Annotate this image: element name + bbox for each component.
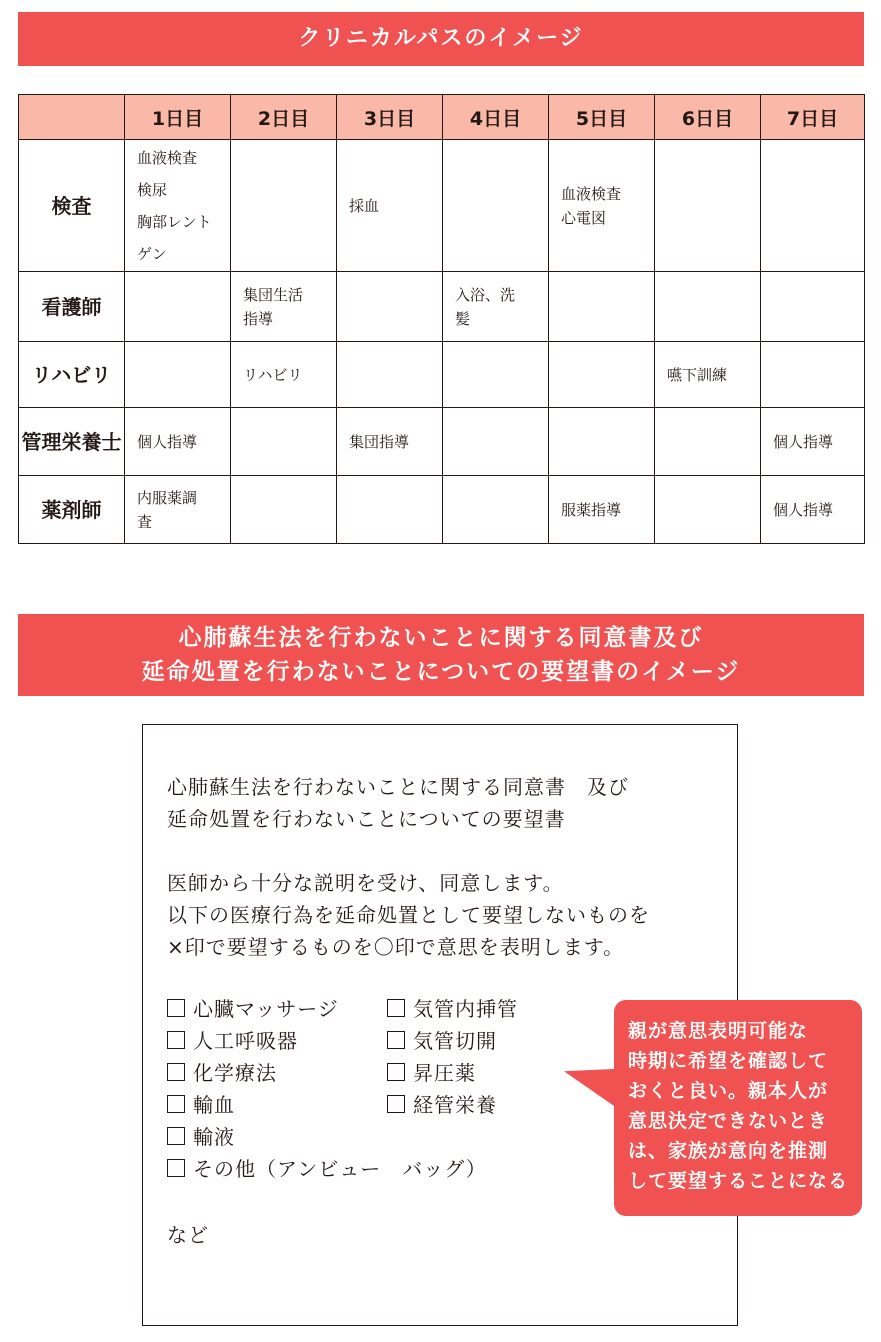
day-header: 5日目 <box>549 95 655 140</box>
schedule-cell <box>125 140 231 272</box>
callout-bubble <box>614 1000 862 1216</box>
schedule-cell <box>337 140 443 272</box>
schedule-cell <box>443 272 549 342</box>
treatment-option[interactable] <box>167 993 339 1025</box>
schedule-cell <box>337 272 443 342</box>
row-label-line: 管理 <box>21 429 62 454</box>
schedule-text: 指導 <box>243 309 274 328</box>
row-label <box>19 140 125 272</box>
schedule-text: 集団指導 <box>349 432 410 451</box>
document-closing: など <box>167 1223 209 1247</box>
schedule-cell <box>337 342 443 408</box>
checkbox[interactable] <box>167 999 185 1017</box>
schedule-text: 血液検査 <box>561 184 622 203</box>
schedule-cell <box>549 342 655 408</box>
schedule-cell <box>337 476 443 544</box>
checkbox[interactable] <box>387 1031 405 1049</box>
option-label: 気管内挿管 <box>413 997 518 1021</box>
schedule-cell <box>231 140 337 272</box>
schedule-cell <box>443 342 549 408</box>
schedule-text: 胸部レント <box>137 212 212 231</box>
row-label-line: 検査 <box>51 193 92 218</box>
schedule-cell <box>125 476 231 544</box>
schedule-cell <box>549 476 655 544</box>
row-label <box>19 408 125 476</box>
schedule-cell <box>231 342 337 408</box>
treatment-option[interactable] <box>167 1057 277 1089</box>
document-title-line: 心肺蘇生法を行わないことに関する同意書 及び <box>167 775 629 799</box>
consent-banner-line: 延命処置を行わないことについての要望書のイメージ <box>141 659 741 685</box>
schedule-cell <box>761 140 865 272</box>
treatment-option[interactable] <box>387 1089 497 1121</box>
schedule-cell <box>761 272 865 342</box>
row-label <box>19 342 125 408</box>
schedule-text: 内服薬調 <box>137 488 198 507</box>
schedule-cell <box>231 476 337 544</box>
schedule-cell <box>549 140 655 272</box>
treatment-option[interactable] <box>387 993 518 1025</box>
document-title-line: 延命処置を行わないことについての要望書 <box>167 807 566 831</box>
row-label-line: リハビリ <box>31 362 112 387</box>
callout-line: して要望することになる <box>628 1170 849 1192</box>
row-label-line: 看護師 <box>41 294 102 319</box>
schedule-cell <box>761 342 865 408</box>
option-label: 輸液 <box>193 1125 235 1149</box>
checkbox[interactable] <box>167 1095 185 1113</box>
option-label: その他（アンビュー バッグ） <box>193 1157 487 1181</box>
schedule-cell <box>761 476 865 544</box>
checkbox[interactable] <box>387 1063 405 1081</box>
schedule-text: 入浴、洗 <box>455 285 516 304</box>
schedule-cell <box>443 408 549 476</box>
row-label <box>19 476 125 544</box>
intro-line: 以下の医療行為を延命処置として要望しないものを <box>167 903 650 927</box>
checkbox[interactable] <box>167 1159 185 1177</box>
document-intro <box>167 867 650 963</box>
schedule-text: 血液検査 <box>137 148 198 167</box>
checkbox[interactable] <box>167 1063 185 1081</box>
row-label-line: 栄養士 <box>61 429 122 454</box>
day-header: 2日目 <box>231 95 337 140</box>
callout-line: おくと良い。親本人が <box>628 1080 829 1102</box>
schedule-cell <box>655 408 761 476</box>
consent-banner-line: 心肺蘇生法を行わないことに関する同意書及び <box>178 625 704 651</box>
table-row <box>19 140 865 272</box>
callout-line: 時期に希望を確認して <box>628 1050 829 1072</box>
schedule-text: 個人指導 <box>137 432 198 451</box>
treatment-option[interactable] <box>167 1025 298 1057</box>
schedule-text: 集団生活 <box>243 285 304 304</box>
schedule-cell <box>443 476 549 544</box>
intro-line: ×印で要望するものを〇印で意思を表明します。 <box>167 935 625 959</box>
day-header: 4日目 <box>443 95 549 140</box>
table-row <box>19 476 865 544</box>
schedule-cell <box>125 408 231 476</box>
day-header: 6日目 <box>655 95 761 140</box>
option-label: 経管栄養 <box>413 1093 497 1117</box>
schedule-cell <box>443 140 549 272</box>
day-header: 1日目 <box>125 95 231 140</box>
schedule-cell <box>655 140 761 272</box>
day-header: 7日目 <box>761 95 865 140</box>
table-row <box>19 408 865 476</box>
schedule-text: 個人指導 <box>773 500 834 519</box>
clinical-path-table <box>18 94 865 544</box>
treatment-option[interactable] <box>167 1121 235 1153</box>
checkbox[interactable] <box>167 1031 185 1049</box>
callout-line: 意思決定できないとき <box>628 1110 829 1132</box>
schedule-text: 検尿 <box>137 180 168 199</box>
treatment-option[interactable] <box>387 1025 497 1057</box>
schedule-cell <box>549 272 655 342</box>
schedule-cell <box>655 272 761 342</box>
option-label: 輸血 <box>193 1093 235 1117</box>
schedule-cell <box>125 272 231 342</box>
checkbox[interactable] <box>167 1127 185 1145</box>
schedule-cell <box>655 476 761 544</box>
schedule-text: 査 <box>137 512 153 531</box>
clinical-path-banner: クリニカルパスのイメージ <box>18 12 864 66</box>
schedule-text: ゲン <box>137 244 167 263</box>
schedule-text: 髪 <box>455 309 471 328</box>
checkbox[interactable] <box>387 1095 405 1113</box>
option-label: 気管切開 <box>413 1029 497 1053</box>
schedule-text: 服薬指導 <box>561 500 622 519</box>
intro-line: 医師から十分な説明を受け、同意します。 <box>167 871 564 895</box>
schedule-cell <box>761 408 865 476</box>
consent-banner <box>18 614 864 696</box>
schedule-text: 採血 <box>349 196 380 215</box>
document-title <box>167 771 629 835</box>
treatment-option[interactable] <box>167 1089 235 1121</box>
table-row <box>19 342 865 408</box>
schedule-text: 嚥下訓練 <box>667 365 728 384</box>
option-label: 人工呼吸器 <box>193 1029 298 1053</box>
treatment-option[interactable] <box>387 1057 476 1089</box>
schedule-cell <box>655 342 761 408</box>
schedule-text: 個人指導 <box>773 432 834 451</box>
schedule-text: リハビリ <box>243 365 303 384</box>
table-row <box>19 272 865 342</box>
option-label: 化学療法 <box>193 1061 277 1085</box>
callout-line: 親が意思表明可能な <box>628 1020 809 1042</box>
callout-line: は、家族が意向を推測 <box>628 1140 829 1162</box>
table-header-row <box>19 95 865 140</box>
checkbox[interactable] <box>387 999 405 1017</box>
schedule-cell <box>549 408 655 476</box>
schedule-text: 心電図 <box>561 208 607 227</box>
header-corner-cell <box>19 95 125 140</box>
option-label: 昇圧薬 <box>413 1061 476 1085</box>
row-label-line: 薬剤師 <box>41 497 102 522</box>
row-label <box>19 272 125 342</box>
option-label: 心臓マッサージ <box>193 997 339 1021</box>
schedule-cell <box>337 408 443 476</box>
schedule-cell <box>125 342 231 408</box>
schedule-cell <box>231 272 337 342</box>
day-header: 3日目 <box>337 95 443 140</box>
treatment-option[interactable] <box>167 1153 487 1185</box>
schedule-cell <box>231 408 337 476</box>
